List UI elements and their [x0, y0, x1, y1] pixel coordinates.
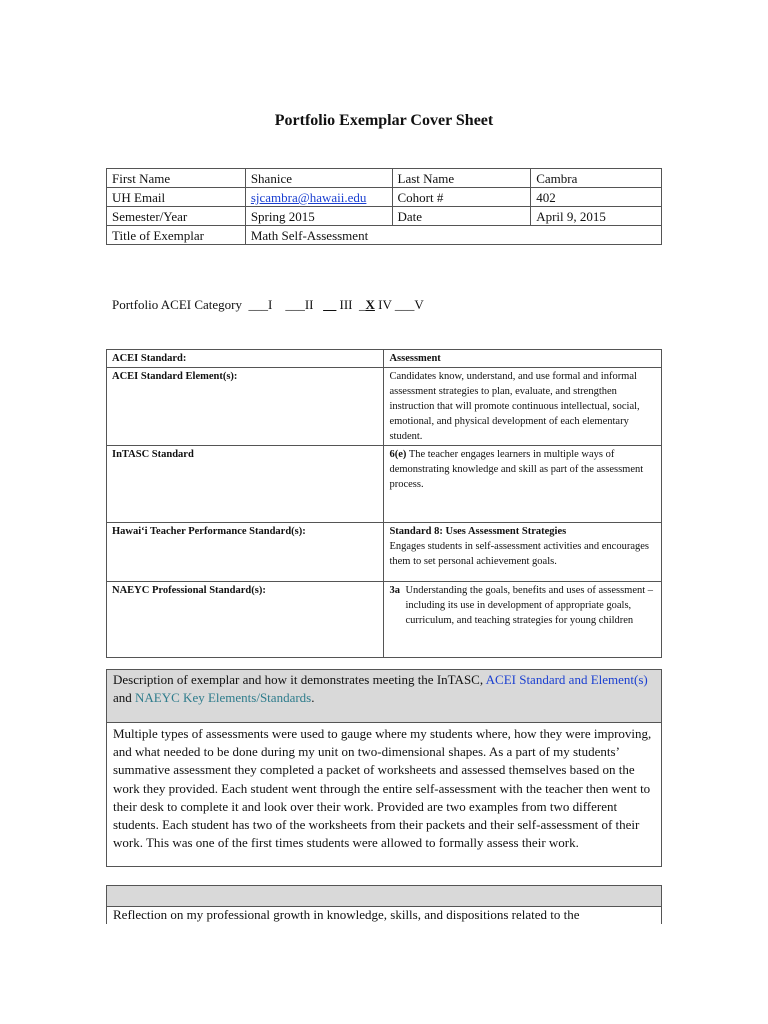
naeyc-standard-value: Understanding the goals, benefits and uses of assessment – including its use in development of appropriate goals, curriculum, and teaching strategies for young children [405, 585, 654, 626]
exemplar-title-value: Math Self-Assessment [245, 226, 661, 245]
acei-category-line: Portfolio ACEI Category ___I ___II __ III _X IV ___V [112, 297, 424, 312]
reflection-text: Reflection on my professional growth in knowledge, skills, and dispositions related to the [106, 906, 662, 924]
semester-label: Semester/Year [107, 207, 246, 226]
category-option-iii-blank: __ [323, 297, 337, 312]
table-row [107, 169, 662, 188]
table-row [107, 582, 662, 658]
category-option-iv: IV [378, 297, 392, 312]
intasc-code: 6(e) [389, 449, 407, 460]
semester-value: Spring 2015 [245, 207, 392, 226]
category-option-i: ___I [248, 297, 273, 312]
exemplar-title-label: Title of Exemplar [107, 226, 246, 245]
email-label: UH Email [107, 188, 246, 207]
category-option-ii: ___II [285, 297, 314, 312]
table-row [107, 207, 662, 226]
category-label: Portfolio ACEI Category [112, 297, 242, 312]
description-heading: Description of exemplar and how it demonstrates meeting the InTASC, ACEI Standard and Element(s) and NAEYC Key Elements/Standards. [106, 669, 662, 723]
table-row [107, 523, 662, 582]
reflection-heading-bar [106, 885, 662, 907]
first-name-value: Shanice [245, 169, 392, 188]
date-label: Date [392, 207, 531, 226]
cohort-label: Cohort # [392, 188, 531, 207]
intasc-standard-value: The teacher engages learners in multiple ways of demonstrating knowledge and skill as part of the assessment process. [389, 449, 644, 490]
table-row [107, 226, 662, 245]
acei-standard-value: Assessment [384, 350, 662, 368]
category-option-iii: III [339, 297, 353, 312]
first-name-label: First Name [107, 169, 246, 188]
table-row [107, 446, 662, 523]
naeyc-standard-label: NAEYC Professional Standard(s): [107, 582, 384, 658]
naeyc-code: 3a [389, 585, 400, 596]
acei-element-label: ACEI Standard Element(s): [107, 368, 384, 446]
email-link[interactable]: sjcambra@hawaii.edu [250, 190, 367, 205]
hawaii-standard-heading: Standard 8: Uses Assessment Strategies [389, 526, 567, 537]
cohort-value: 402 [531, 188, 662, 207]
acei-standard-label: ACEI Standard: [107, 350, 384, 368]
last-name-value: Cambra [531, 169, 662, 188]
acei-element-value: Candidates know, understand, and use formal and informal assessment strategies to plan, evaluate, and strengthen instruction that will promote continuous intellectual, social, emotional, and physical development of each elementary student. [384, 368, 662, 446]
table-row [107, 368, 662, 446]
category-option-v: ___V [394, 297, 424, 312]
hawaii-standard-label: Hawai‘i Teacher Performance Standard(s): [107, 523, 384, 582]
table-row [107, 188, 662, 207]
date-value: April 9, 2015 [531, 207, 662, 226]
category-selected-mark: X [365, 297, 375, 312]
student-info-table [106, 168, 662, 245]
page-title: Portfolio Exemplar Cover Sheet [274, 112, 494, 129]
table-row [107, 350, 662, 368]
description-body: Multiple types of assessments were used to gauge where my students where, how they were improving, and what needed to be done during my unit on two-dimensional shapes. As a part of my students’ summative assessment they completed a packet of worksheets and assessed themselves based on the work they provided. Each student went through the entire self-assessment with the teacher then went to their desk to complete it and look over their work. Provided are two examples from two different students. Each student has two of the worksheets from their packets and their self-assessment of their work. This was one of the first times students were allowed to formally assess their work. [106, 722, 662, 867]
hawaii-standard-value: Engages students in self-assessment activities and encourages them to set personal achievement goals. [389, 541, 649, 567]
naeyc-standards-link: NAEYC Key Elements/Standards [135, 690, 312, 705]
last-name-label: Last Name [392, 169, 531, 188]
standards-table [106, 349, 662, 658]
intasc-standard-label: InTASC Standard [107, 446, 384, 523]
acei-standard-link: ACEI Standard and Element(s) [485, 672, 648, 687]
